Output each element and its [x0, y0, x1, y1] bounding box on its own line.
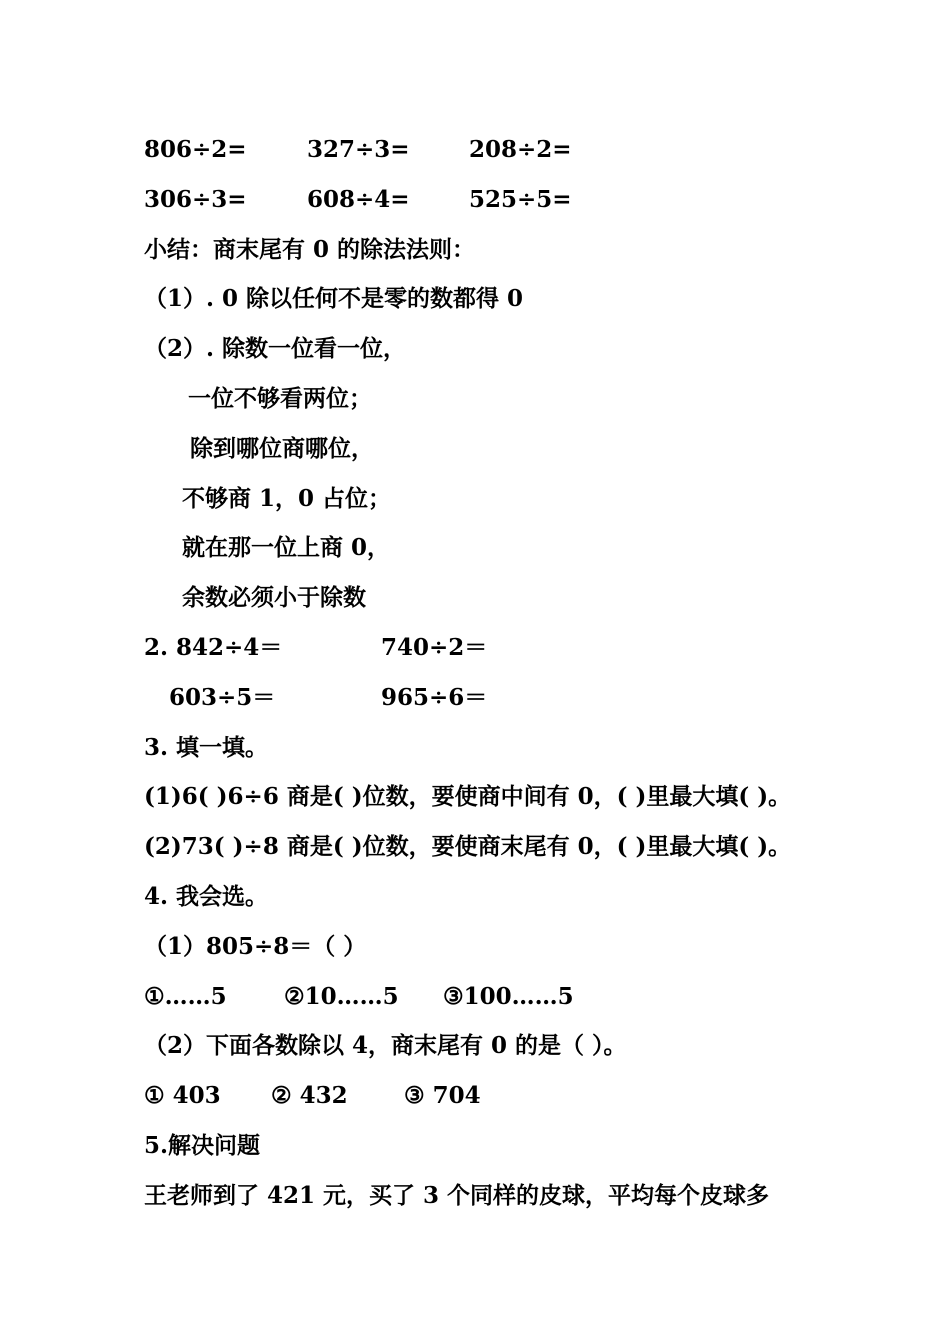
option: ③100……5	[443, 983, 574, 1010]
q4-item-1: （1）805÷8＝（ ）	[144, 933, 367, 960]
rule-line: 余数必须小于除数	[182, 584, 366, 611]
q3-item-1: (1)6( )6÷6 商是( )位数，要使商中间有 0，( )里最大填( )。	[144, 783, 792, 810]
option: ② 432	[271, 1082, 348, 1109]
calc-item: 608÷4=	[307, 186, 410, 213]
q4-title: 4. 我会选。	[144, 883, 269, 910]
calc-item: 965÷6＝	[381, 684, 488, 711]
calc-item: 2. 842÷4＝	[144, 634, 283, 661]
calc-item: 603÷5＝	[169, 684, 276, 711]
calc-item: 806÷2=	[144, 136, 247, 163]
rule-2: （2）. 除数一位看一位，	[144, 335, 407, 362]
q3-title: 3. 填一填。	[144, 734, 269, 761]
rule-line: 不够商 1，0 占位；	[182, 485, 392, 512]
option: ①……5	[144, 983, 227, 1010]
rule-line: 就在那一位上商 0，	[182, 534, 391, 561]
rule-line: 除到哪位商哪位，	[190, 435, 374, 462]
calc-item: 740÷2＝	[381, 634, 488, 661]
calc-item: 327÷3=	[307, 136, 410, 163]
calc-item: 208÷2=	[469, 136, 572, 163]
option: ③ 704	[404, 1082, 481, 1109]
calc-item: 306÷3=	[144, 186, 247, 213]
summary-title: 小结：商末尾有 0 的除法法则：	[144, 236, 476, 263]
rule-line: 一位不够看两位；	[188, 385, 372, 412]
q5-text: 王老师到了 421 元，买了 3 个同样的皮球，平均每个皮球多	[144, 1182, 770, 1209]
calc-item: 525÷5=	[469, 186, 572, 213]
q4-item-2: （2）下面各数除以 4，商末尾有 0 的是（ ）。	[144, 1032, 627, 1059]
rule-1: （1）. 0 除以任何不是零的数都得 0	[144, 285, 524, 312]
option: ① 403	[144, 1082, 221, 1109]
option: ②10……5	[284, 983, 399, 1010]
q5-title: 5.解决问题	[144, 1132, 261, 1159]
q3-item-2: (2)73( )÷8 商是( )位数，要使商末尾有 0，( )里最大填( )。	[144, 833, 792, 860]
